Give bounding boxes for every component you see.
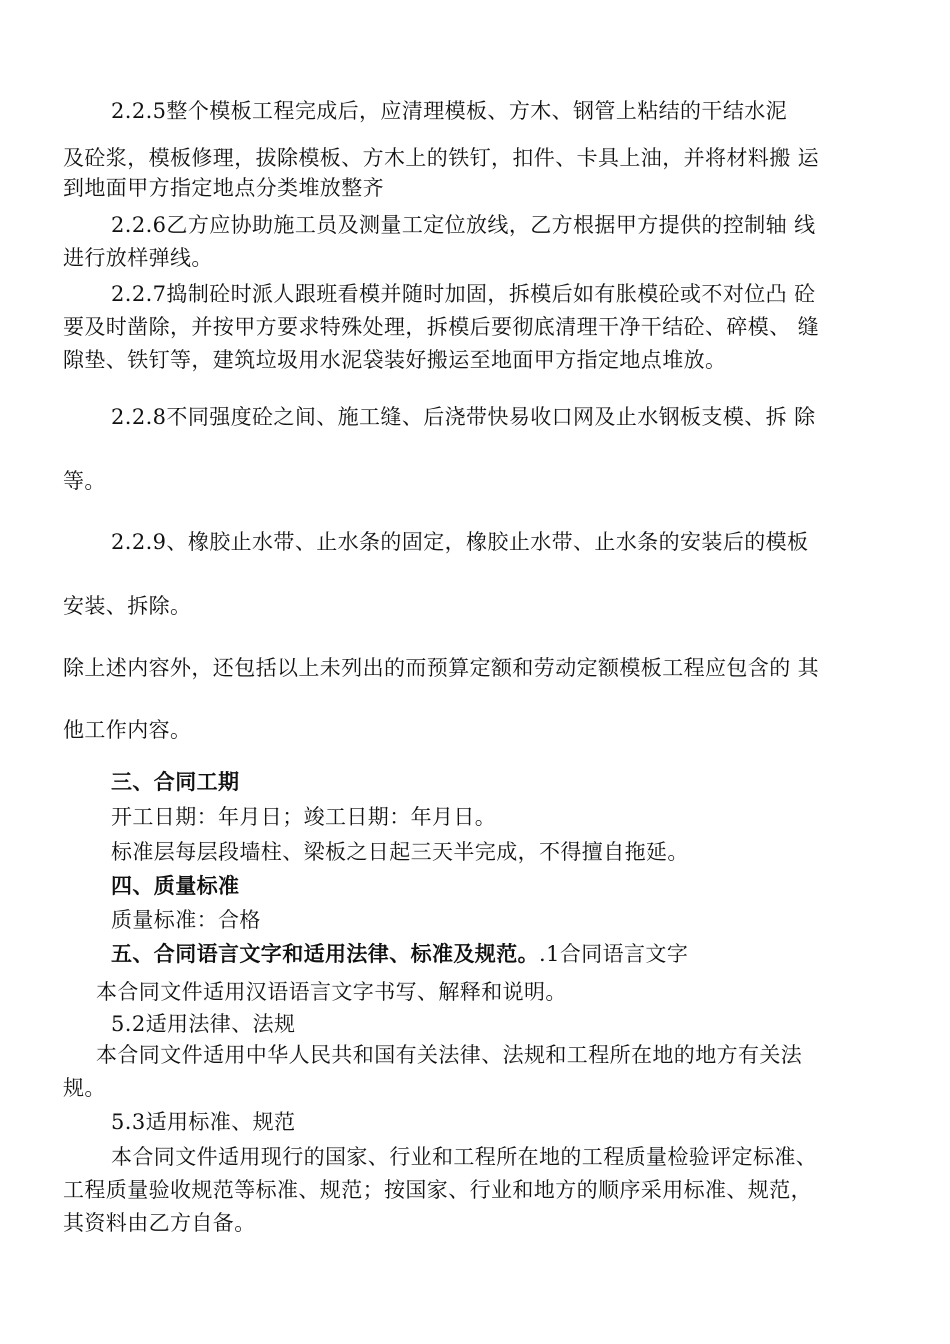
text-line: 要及时凿除，并按甲方要求特殊处理，拆模后要彻底清理干净干结砼、碎模、 缝 — [63, 315, 820, 339]
text-line: 本合同文件适用汉语语言文字书写、解释和说明。 — [96, 980, 567, 1004]
text-line: 到地面甲方指定地点分类堆放整齐 — [63, 176, 384, 200]
section-heading-line — [111, 940, 688, 968]
subsection-heading: 5.3适用标准、规范 — [111, 1110, 296, 1134]
text-line: 隙垫、铁钉等，建筑垃圾用水泥袋装好搬运至地面甲方指定地点堆放。 — [63, 348, 727, 372]
text-line: 2.2.7捣制砼时派人跟班看模并随时加固，拆模后如有胀模砼或不对位凸 砼 — [111, 282, 816, 306]
text-line: 安装、拆除。 — [63, 594, 192, 618]
subsection-heading: 5.2适用法律、法规 — [111, 1012, 296, 1036]
text-line: 2.2.9、橡胶止水带、止水条的固定，橡胶止水带、止水条的安装后的模板 — [111, 530, 809, 554]
text-line: 本合同文件适用中华人民共和国有关法律、法规和工程所在地的地方有关法 — [96, 1043, 803, 1067]
text-line: 等。 — [63, 469, 106, 493]
text-line: 进行放样弹线。 — [63, 246, 213, 270]
text-line: 2.2.5整个模板工程完成后，应清理模板、方木、钢管上粘结的干结水泥 — [111, 99, 788, 123]
text-line: 本合同文件适用现行的国家、行业和工程所在地的工程质量检验评定标准、 — [111, 1145, 818, 1169]
section-heading: 五、合同语言文字和适用法律、标准及规范。 — [111, 941, 539, 966]
text-fragment: .1合同语言文字 — [539, 942, 689, 966]
text-line: 规。 — [63, 1076, 106, 1100]
text-line: 及砼浆，模板修理，拔除模板、方木上的铁钉，扣件、卡具上油，并将材料搬 运 — [63, 146, 820, 170]
text-line: 质量标准：合格 — [111, 908, 261, 932]
text-line: 工程质量验收规范等标准、规范；按国家、行业和地方的顺序采用标准、规范， — [63, 1178, 812, 1202]
text-line: 开工日期：年月日；竣工日期：年月日。 — [111, 805, 497, 829]
text-line: 其资料由乙方自备。 — [63, 1211, 256, 1235]
text-line: 他工作内容。 — [63, 718, 192, 742]
text-line: 除上述内容外，还包括以上未列出的而预算定额和劳动定额模板工程应包含的 其 — [63, 656, 820, 680]
text-line: 标准层每层段墙柱、梁板之日起三天半完成，不得擅自拖延。 — [111, 840, 689, 864]
text-line: 2.2.6乙方应协助施工员及测量工定位放线，乙方根据甲方提供的控制轴 线 — [111, 213, 816, 237]
section-heading: 三、合同工期 — [111, 769, 240, 794]
section-heading: 四、质量标准 — [111, 873, 240, 898]
text-line: 2.2.8不同强度砼之间、施工缝、后浇带快易收口网及止水钢板支模、拆 除 — [111, 405, 816, 429]
